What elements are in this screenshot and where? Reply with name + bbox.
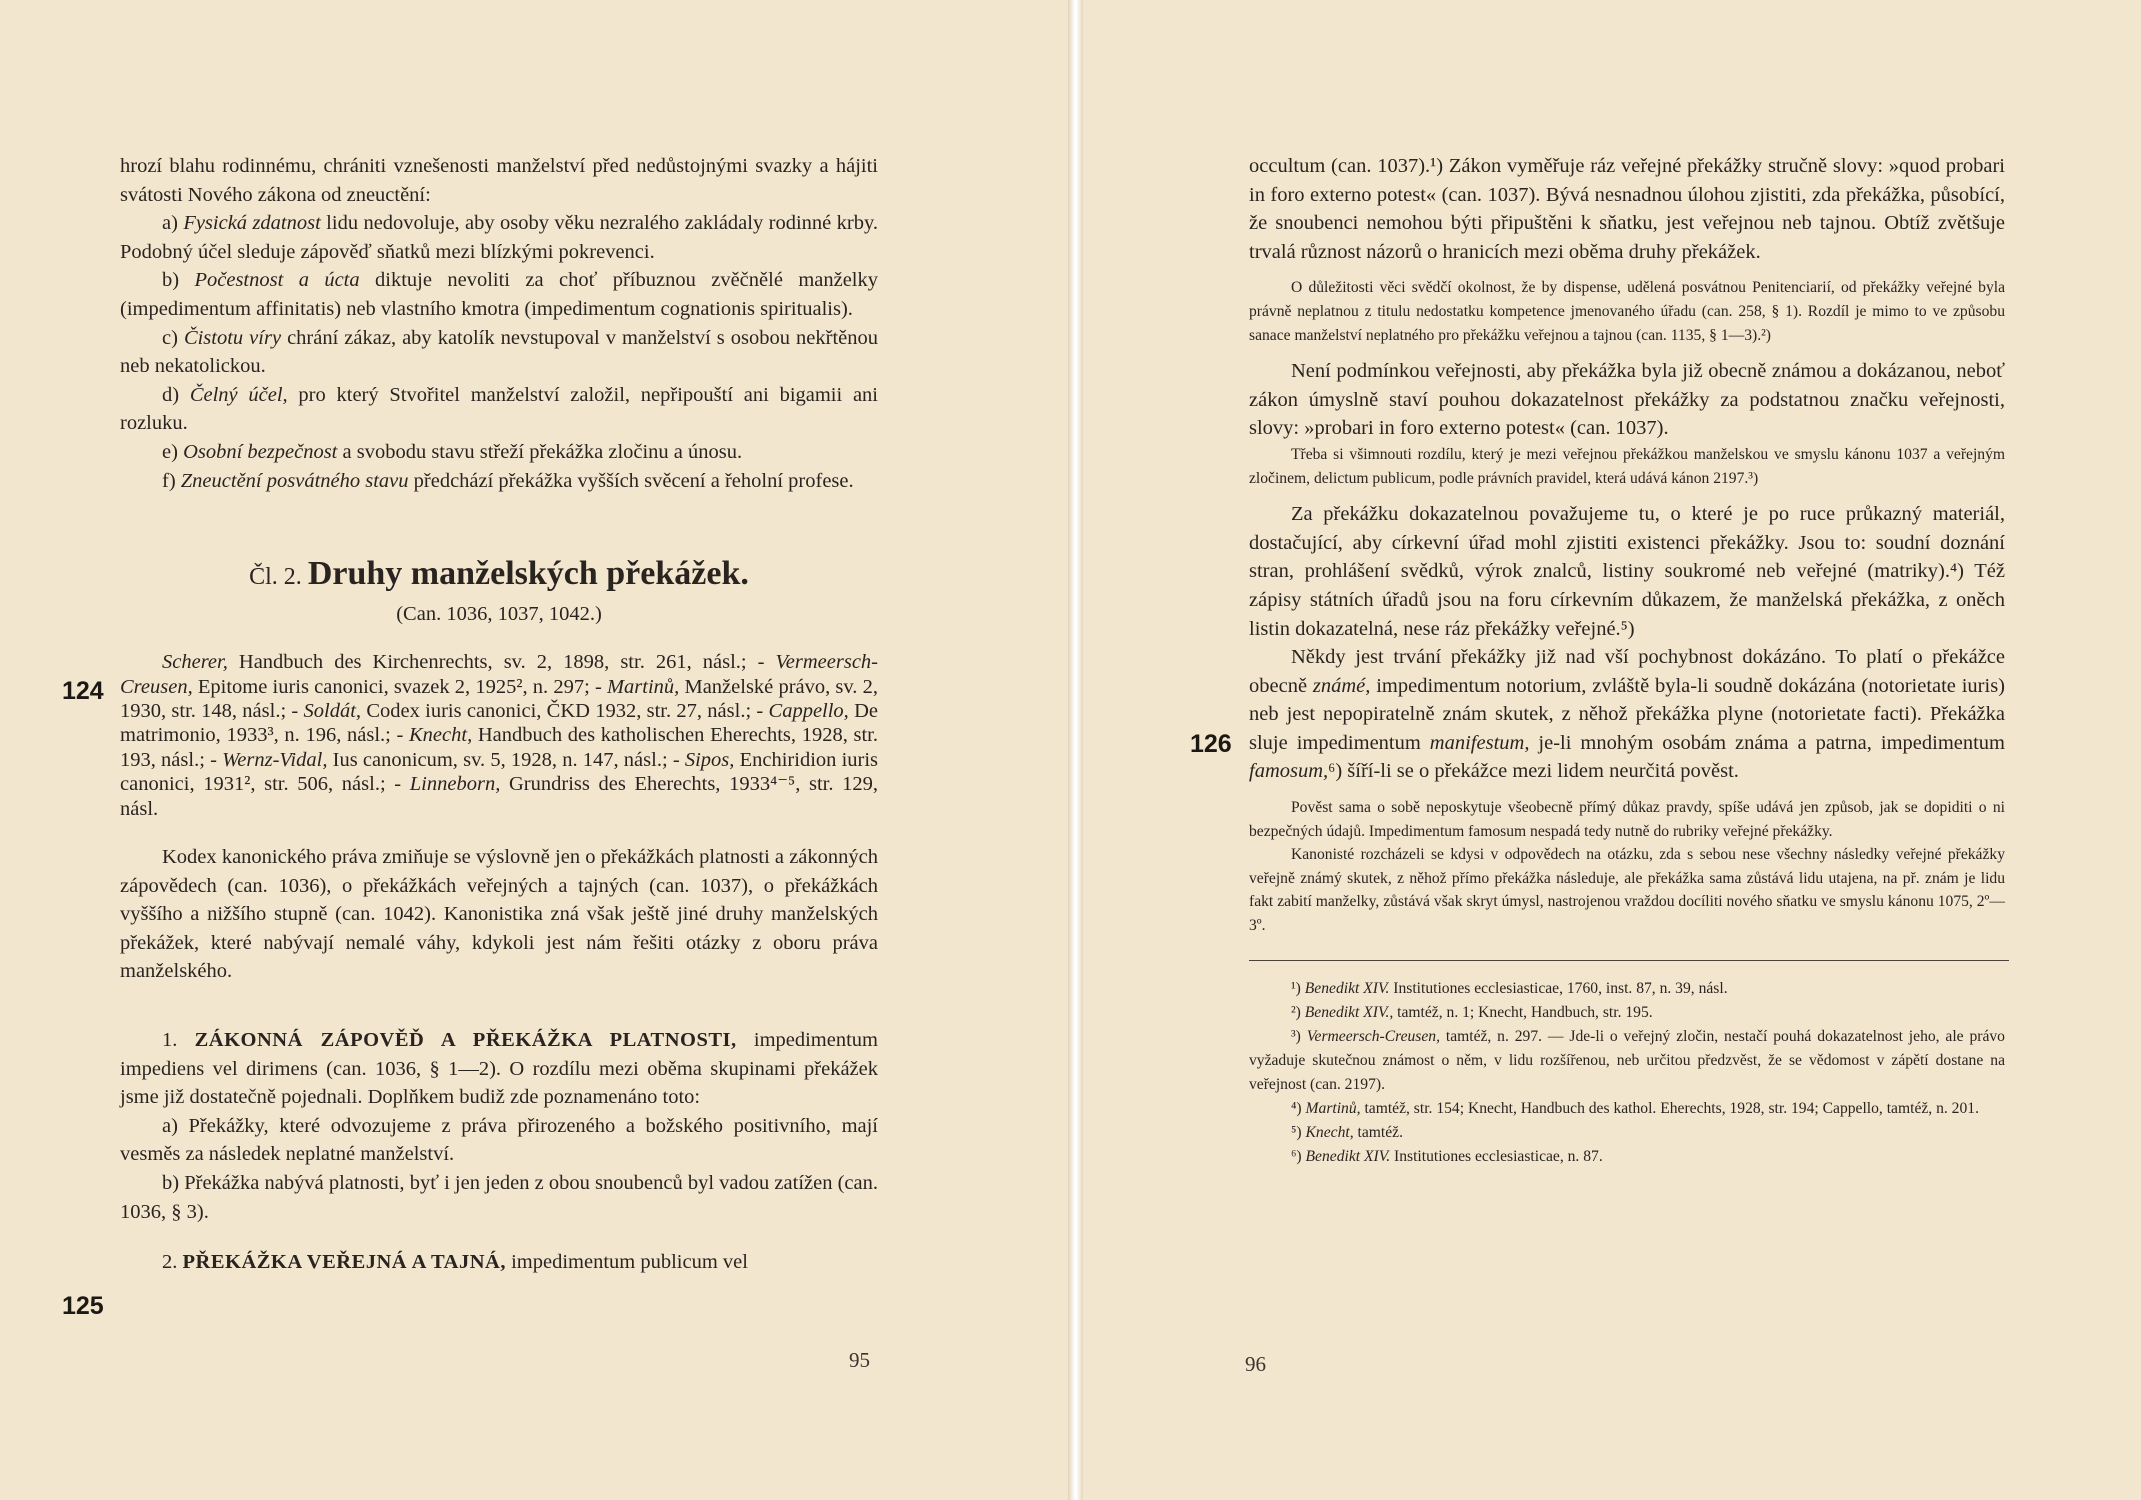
- reference-author: Martinů,: [606, 675, 680, 698]
- item-d: d) Čelný účel, pro který Stvořitel manželství založil, nepřipouští ani bigamii ani rozluku.: [120, 383, 878, 435]
- item-a: a) Fysická zdatnost lidu nedovoluje, aby osoby věku nezralého zakládaly rodinné krby. Podobný účel sleduje zápověď sňatků mezi blízkými pokrevenci.: [120, 212, 878, 263]
- left-page: [0, 0, 1068, 1500]
- footnote-author: Benedikt XIV.: [1304, 979, 1390, 997]
- paragraph-nekdy: Někdy jest trvání překážky již nad vší pochybnost dokázáno. To platí o překážce obecně známé, impedimentum notorium, zvláště byla-li soudně dokázána (notorietate iuris) neb jest nepopiratelně znám skutek, z něhož překážka plyne (notorietate facti). Překážka sluje impedimentum manifestum, je-li mnohým osobám známa a patrna, impedimentum famosum,⁶) šíří-li se o překážce mezi lidem neurčitá pověst.: [1249, 646, 2006, 783]
- margin-number-126: 126: [1190, 730, 1232, 758]
- paragraph-neni: Není podmínkou veřejnosti, aby překážka byla již obecně známou a dokázanou, neboť zákon úmyslně staví pouhou dokazatelnost překážky za podstatnou značku veřejnosti, slovy: »probari in foro externo potest« (can. 1037).: [1249, 360, 2005, 440]
- item-c: c) Čistotu víry chrání zákaz, aby katolík nevstupoval v manželství s osobou nekřtěnou neb nekatolickou.: [120, 326, 878, 378]
- item-f: f) Zneuctění posvátného stavu předchází překážka vyšších svěcení a řeholní profese.: [162, 469, 854, 492]
- reference-text: Codex iuris canonici, ČKD 1932, str. 27, násl.; -: [361, 699, 769, 722]
- footnote-mark: ³): [1291, 1027, 1307, 1045]
- paragraph-intro: hrozí blahu rodinnému, chrániti vznešenosti manželství před nedůstojnými svazky a hájiti svátosti Nového zákona od zneuctění:: [120, 155, 878, 206]
- small-note-2: Třeba si všimnouti rozdílu, který je mezi veřejnou překážkou manželskou ve smyslu kánonu 1037 a veřejným zločinem, delictum publicum, podle právních pravidel, která udává kánon 2197.³): [1249, 445, 2005, 487]
- margin-number-124: 124: [62, 677, 104, 705]
- footnotes: [1249, 977, 2005, 1169]
- reference-list: [120, 650, 878, 821]
- footnote-text: tamtéž, n. 297. — Jde-li o veřejný zločin, nestačí pouhá dokazatelnost jeho, ale právo vyžaduje skutečnou známost o něm, v lidu rozšířenou, neb určitou předzvěst, že se vědomost v zápětí dostane na veřejnost (can. 2197).: [1249, 1027, 2005, 1093]
- left-text-column: [120, 152, 878, 1277]
- small-note-4: Kanonisté rozcházeli se kdysi v odpovědech na otázku, zda s sebou nese všechny následky veřejné překážky veřejně známý skutek, z něhož přímo překážka následuje, ale překážka sama zůstává lidu utajena, na př. znám je lidu fakt zabití manželky, zůstává však skryt úmysl, nastrojenou vraždou docíliti nového sňatku ve smyslu kánonu 1075, 2º—3º.: [1249, 846, 2005, 935]
- reference-author: Knecht,: [409, 724, 473, 747]
- footnote-author: Benedikt XIV.: [1305, 1147, 1391, 1165]
- footnote-6: [1249, 1145, 2005, 1169]
- footnote-mark: ¹): [1291, 979, 1305, 997]
- paragraph-za: Za překážku dokazatelnou považujeme tu, o které je po ruce průkazný materiál, dostačující, aby církevní úřad mohl zjistiti existenci překážky. Jsou to: soudní doznání stran, prohlášení svědků, výrok znalců, listiny soukromé neb veřejné (matriky).⁴) Též zápisy státních úřadů jsou na foru církevním důkazem, že manželská překážka, z oněch listin dokazatelná, nese ráz překážky veřejné.⁵): [1249, 503, 2005, 640]
- footnote-author: Martinů,: [1305, 1099, 1361, 1117]
- footnote-1: [1249, 977, 2005, 1001]
- section-2: 2. PŘEKÁŽKA VEŘEJNÁ A TAJNÁ, impedimentum publicum vel: [162, 1251, 748, 1274]
- footnote-author: Vermeersch-Creusen,: [1306, 1027, 1440, 1045]
- section-1-item-b: b) Překážka nabývá platnosti, byť i jen jeden z obou snoubenců byl vadou zatížen (can. 1036, § 3).: [120, 1171, 878, 1223]
- reference-text: Grundriss des Eherechts, 1933⁴⁻⁵, str. 129, násl.: [120, 773, 878, 820]
- reference-author: Wernz-Vidal,: [222, 748, 328, 771]
- footnote-mark: ²): [1291, 1003, 1305, 1021]
- reference-text: De matrimonio, 1933³, n. 196, násl.; -: [120, 699, 878, 747]
- footnote-author: Knecht,: [1305, 1123, 1354, 1141]
- paragraph-kodex: Kodex kanonického práva zmiňuje se výslovně jen o překážkách platnosti a zákonných zápovědech (can. 1036), o překážkách veřejných a tajných (can. 1037), o překážkách vyššího a nižšího stupně (can. 1042). Kanonistika zná však ještě jiné druhy manželských překážek, které nabývají nemalé váhy, kdykoli jest nám řešiti otázky z oboru práva manželského.: [120, 845, 878, 983]
- footnote-mark: ⁶): [1291, 1147, 1306, 1165]
- reference-author: Sipos,: [684, 748, 735, 771]
- small-note-3: Pověst sama o sobě neposkytuje všeobecně přímý důkaz pravdy, spíše udává jen způsob, jak se dopiditi o ni bezpečných údajů. Impedimentum famosum nespadá tedy nutně do rubriky veřejné překážky.: [1249, 799, 2005, 840]
- footnote-2: [1249, 1001, 2005, 1025]
- footnote-text: Institutiones ecclesiasticae, n. 87.: [1390, 1147, 1603, 1165]
- reference-text: Handbuch des Kirchenrechts, sv. 2, 1898, str. 261, násl.; -: [227, 651, 776, 674]
- reference-text: Epitome iuris canonici, svazek 2, 1925², n. 297; -: [192, 675, 607, 698]
- reference-author: Vermeersch-Creusen,: [120, 651, 878, 698]
- paragraph-occultum: occultum (can. 1037).¹) Zákon vyměřuje ráz veřejné překážky stručně slovy: »quod probari in foro externo potest« (can. 1037). Bývá nesnadnou úlohou zjistiti, zda překážka, působící, že snoubenci nemohou býti připuštěni k sňatku, jest veřejnou neb tajnou. Obtíž zvětšuje trvalá různost názorů o hranicích mezi oběma druhy překážek.: [1249, 155, 2005, 263]
- footnote-3: [1249, 1025, 2005, 1097]
- reference-author: Cappello,: [768, 699, 849, 722]
- footnote-text: Institutiones ecclesiasticae, 1760, inst. 87, n. 39, násl.: [1389, 979, 1728, 997]
- reference-author: Linneborn,: [409, 773, 501, 796]
- section-1-item-a: a) Překážky, které odvozujeme z práva přirozeného a božského positivního, mají vesměs za následek neplatné manželství.: [120, 1114, 878, 1166]
- footnote-5: [1249, 1121, 2005, 1145]
- footnote-4: [1249, 1097, 2005, 1121]
- reference-text: Manželské právo, sv. 2, 1930, str. 148, násl.; -: [120, 675, 878, 722]
- footnote-divider: [1249, 960, 2009, 961]
- right-text-column: [1249, 152, 2005, 1169]
- footnote-author: Benedikt XIV.,: [1304, 1003, 1394, 1021]
- page-number-right: 96: [1245, 1352, 1266, 1376]
- page-number-left: 95: [849, 1348, 870, 1372]
- small-note-1: O důležitosti věci svědčí okolnost, že by dispense, udělená posvátnou Penitenciarií, od překážky veřejné byla právně neplatnou z titulu nedostatku kompetence jmenovaného úřadu (can. 258, § 1). Rozdíl je mimo to ve způsobu sanace manželství neplatného pro překážku veřejnou a tajnou (can. 1135, § 1—3).²): [1249, 279, 2005, 344]
- book-gutter: [1068, 0, 1083, 1500]
- footnote-mark: ⁵): [1291, 1123, 1306, 1141]
- section-canons: (Can. 1036, 1037, 1042.): [396, 603, 602, 626]
- item-b: b) Počestnost a úcta diktuje nevoliti za choť příbuznou zvěčnělé manželky (impedimentum affinitatis) neb vlastního kmotra (impedimentum cognationis spiritualis).: [120, 269, 879, 320]
- reference-text: Enchiridion iuris canonici, 1931², str. 506, násl.; -: [120, 748, 879, 796]
- section-1: 1. ZÁKONNÁ ZÁPOVĚĎ A PŘEKÁŽKA PLATNOSTI, impedimentum impediens vel dirimens (can. 1036, § 1—2). O rozdílu mezi oběma skupinami překážek jsme již dostatečně pojednali. Doplňkem budiž zde poznamenáno toto:: [120, 1028, 878, 1109]
- reference-text: Ius canonicum, sv. 5, 1928, n. 147, násl.; -: [327, 748, 685, 771]
- reference-text: Handbuch des katholischen Eherechts, 1928, str. 193, násl.; -: [120, 724, 878, 771]
- reference-author: Scherer,: [162, 651, 228, 674]
- footnote-text: tamtéž, str. 154; Knecht, Handbuch des kathol. Eherechts, 1928, str. 194; Cappello, tamtéž, n. 201.: [1360, 1099, 1979, 1117]
- item-e: e) Osobní bezpečnost a svobodu stavu střeží překážka zločinu a únosu.: [162, 440, 743, 463]
- footnote-text: tamtéž.: [1353, 1123, 1403, 1141]
- reference-author: Soldát,: [303, 699, 362, 722]
- footnote-text: tamtéž, n. 1; Knecht, Handbuch, str. 195.: [1393, 1003, 1653, 1021]
- section-heading: Čl. 2. Druhy manželských překážek.: [249, 555, 749, 593]
- right-page: [1083, 0, 2141, 1500]
- footnote-mark: ⁴): [1291, 1099, 1306, 1117]
- margin-number-125: 125: [62, 1292, 104, 1320]
